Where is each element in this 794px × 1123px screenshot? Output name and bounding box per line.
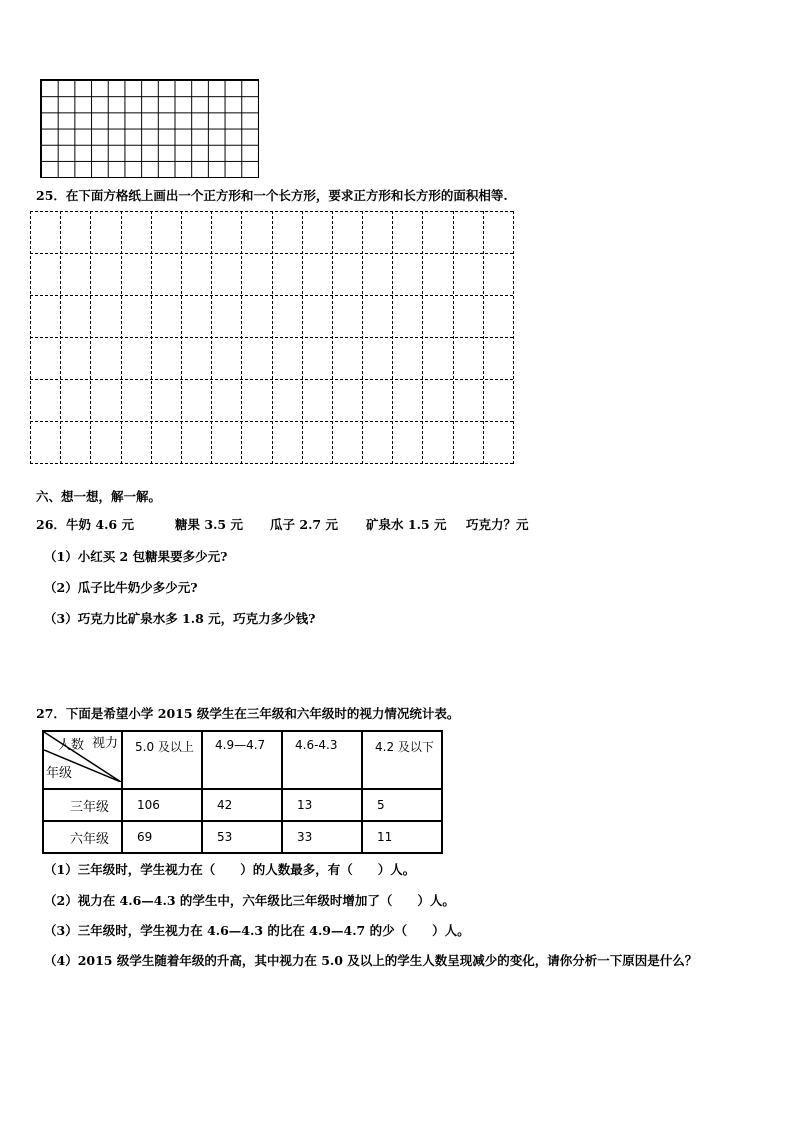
dashed-grid [30, 211, 514, 464]
table-cell: 11 [362, 821, 442, 853]
corner-label-people: 人数 [58, 738, 85, 753]
table-row-label: 六年级 [43, 821, 122, 853]
price-item-water: 矿泉水 1.5 元 [366, 517, 447, 532]
table-cell: 13 [282, 789, 362, 821]
section6-title: 六、想一想，解一解。 [36, 489, 162, 504]
table-cell: 42 [202, 789, 282, 821]
q26-number: 26． [36, 517, 66, 532]
q27-sub-4: （4）2015 级学生随着年级的升高，其中视力在 5.0 及以上的学生人数呈现减少的变化，请你分析一下原因是什么？ [44, 953, 698, 968]
price-item-chocolate: 巧克力？元 [466, 517, 529, 532]
q27-sub-1: （1）三年级时，学生视力在（ ）的人数最多，有（ ）人。 [44, 862, 416, 877]
small-grid [40, 79, 259, 178]
table-col-header: 5.0 及以上 [122, 731, 202, 789]
table-cell: 106 [122, 789, 202, 821]
table-cell: 5 [362, 789, 442, 821]
corner-label-vision: 视力 [92, 736, 119, 751]
table-row [43, 789, 442, 821]
table-corner-cell [43, 731, 122, 789]
q27-sub-2: （2）视力在 4.6—4.3 的学生中，六年级比三年级时增加了（ ）人。 [44, 893, 455, 908]
table-row-label: 三年级 [43, 789, 122, 821]
q26-sub-2: （2）瓜子比牛奶少多少元? [44, 580, 198, 595]
price-item-candy: 糖果 3.5 元 [175, 517, 243, 532]
table-cell: 69 [122, 821, 202, 853]
table-col-header: 4.6-4.3 [282, 731, 362, 789]
price-item-milk: 牛奶 4.6 元 [66, 517, 134, 532]
table-col-header: 4.2 及以下 [362, 731, 442, 789]
table-header-row [43, 731, 442, 789]
table-cell: 53 [202, 821, 282, 853]
q25-text: 25．在下面方格纸上画出一个正方形和一个长方形，要求正方形和长方形的面积相等. [36, 188, 508, 203]
q27-intro: 27．下面是希望小学 2015 级学生在三年级和六年级时的视力情况统计表。 [36, 706, 460, 721]
table-row [43, 821, 442, 853]
q26-sub-3: （3）巧克力比矿泉水多 1.8 元，巧克力多少钱? [44, 611, 316, 626]
vision-table [42, 730, 443, 854]
table-cell: 33 [282, 821, 362, 853]
q27-sub-3: （3）三年级时，学生视力在 4.6—4.3 的比在 4.9—4.7 的少（ ）人。 [44, 923, 470, 938]
table-col-header: 4.9—4.7 [202, 731, 282, 789]
corner-label-grade: 年级 [46, 766, 73, 781]
price-item-seeds: 瓜子 2.7 元 [270, 517, 338, 532]
q26-sub-1: （1）小红买 2 包糖果要多少元? [44, 549, 228, 564]
